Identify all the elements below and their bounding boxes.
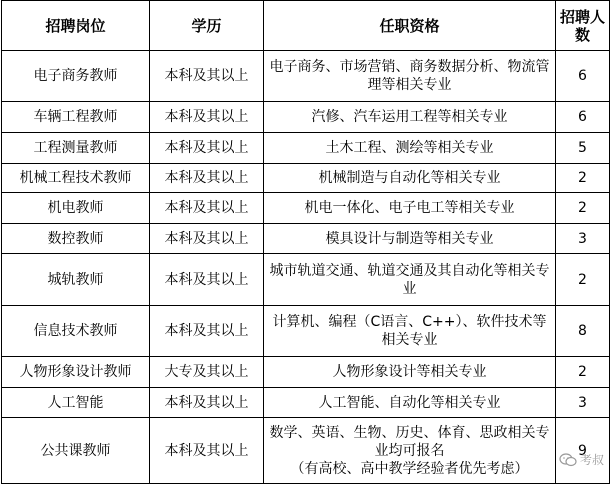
cell-count: 9 <box>556 418 610 484</box>
header-qualification: 任职资格 <box>264 1 556 51</box>
cell-position: 信息技术教师 <box>2 306 150 357</box>
wechat-icon <box>559 453 577 467</box>
watermark <box>559 451 604 468</box>
cell-position: 公共课教师 <box>2 418 150 484</box>
cell-education: 本科及其以上 <box>150 51 264 102</box>
cell-position: 人工智能 <box>2 388 150 418</box>
cell-position: 车辆工程教师 <box>2 102 150 133</box>
cell-position: 城轨教师 <box>2 254 150 306</box>
cell-count: 6 <box>556 51 610 102</box>
cell-education: 本科及其以上 <box>150 306 264 357</box>
cell-position: 数控教师 <box>2 224 150 254</box>
cell-qualification: 人工智能、自动化等相关专业 <box>264 388 556 418</box>
cell-education: 本科及其以上 <box>150 254 264 306</box>
watermark-text: 考叔 <box>579 453 604 467</box>
table-row <box>2 254 610 306</box>
cell-count: 2 <box>556 193 610 224</box>
cell-education: 本科及其以上 <box>150 224 264 254</box>
cell-qualification: 计算机、编程（C语言、C++）、软件技术等相关专业 <box>264 306 556 357</box>
cell-qualification: 机械制造与自动化等相关专业 <box>264 164 556 193</box>
table-row <box>2 306 610 357</box>
cell-qualification: 汽修、汽车运用工程等相关专业 <box>264 102 556 133</box>
recruitment-table <box>1 0 610 484</box>
header-position: 招聘岗位 <box>2 1 150 51</box>
table-row <box>2 133 610 164</box>
table-row <box>2 164 610 193</box>
qualification-note: （有高校、高中教学经验者优先考虑） <box>290 460 529 477</box>
cell-qualification: 人物形象设计等相关专业 <box>264 357 556 388</box>
cell-education: 本科及其以上 <box>150 193 264 224</box>
cell-count: 2 <box>556 254 610 306</box>
table-row <box>2 224 610 254</box>
cell-education: 大专及其以上 <box>150 357 264 388</box>
cell-position: 机电教师 <box>2 193 150 224</box>
cell-count: 8 <box>556 306 610 357</box>
cell-count: 3 <box>556 224 610 254</box>
table-header-row <box>2 1 610 51</box>
cell-count: 2 <box>556 357 610 388</box>
cell-position: 机械工程技术教师 <box>2 164 150 193</box>
cell-qualification: 城市轨道交通、轨道交通及其自动化等相关专业 <box>264 254 556 306</box>
cell-count: 5 <box>556 133 610 164</box>
cell-education: 本科及其以上 <box>150 164 264 193</box>
cell-qualification: 土木工程、测绘等相关专业 <box>264 133 556 164</box>
table-row <box>2 357 610 388</box>
table-row <box>2 102 610 133</box>
cell-qualification: 模具设计与制造等相关专业 <box>264 224 556 254</box>
cell-position: 工程测量教师 <box>2 133 150 164</box>
qualification-text: 数学、英语、生物、历史、体育、思政相关专业均可报名 <box>269 424 550 459</box>
cell-count: 3 <box>556 388 610 418</box>
table-row <box>2 51 610 102</box>
cell-position: 人物形象设计教师 <box>2 357 150 388</box>
table-row <box>2 418 610 484</box>
cell-count: 2 <box>556 164 610 193</box>
header-count: 招聘人数 <box>556 1 610 51</box>
cell-education: 本科及其以上 <box>150 133 264 164</box>
cell-qualification: 电子商务、市场营销、商务数据分析、物流管理等相关专业 <box>264 51 556 102</box>
header-education: 学历 <box>150 1 264 51</box>
cell-education: 本科及其以上 <box>150 418 264 484</box>
cell-position: 电子商务教师 <box>2 51 150 102</box>
table-row <box>2 193 610 224</box>
cell-qualification <box>264 418 556 484</box>
cell-education: 本科及其以上 <box>150 102 264 133</box>
cell-count: 6 <box>556 102 610 133</box>
cell-qualification: 机电一体化、电子电工等相关专业 <box>264 193 556 224</box>
cell-education: 本科及其以上 <box>150 388 264 418</box>
table-row <box>2 388 610 418</box>
